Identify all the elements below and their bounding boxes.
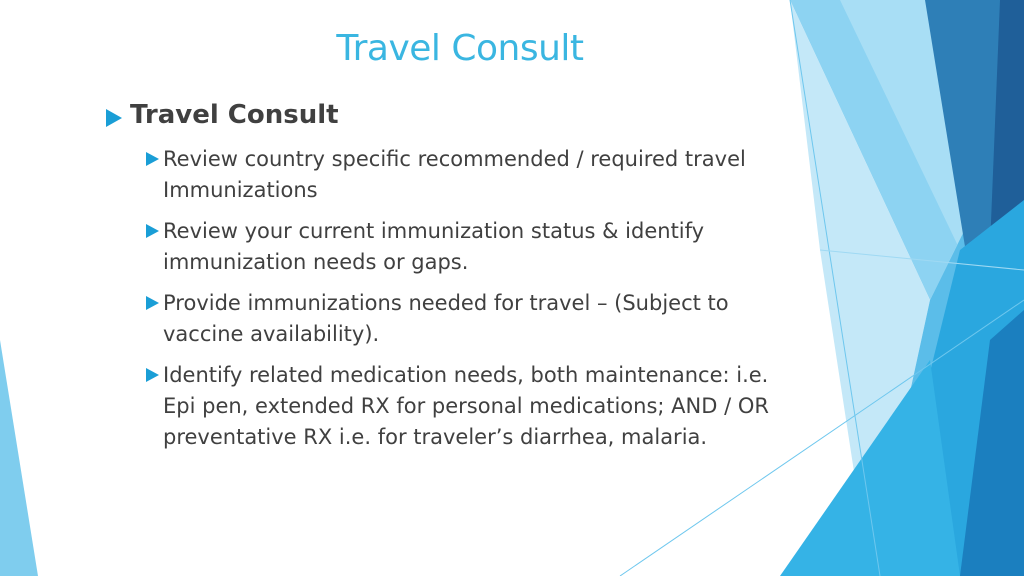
left-facet (0, 340, 38, 576)
triangle-bullet-icon (106, 109, 122, 127)
list-item (104, 216, 794, 278)
triangle-bullet-icon (146, 224, 159, 238)
list-item-text: Review country specific recommended / required travel Immunizations (163, 147, 746, 202)
sub-bullet-list (104, 144, 794, 453)
list-item (104, 360, 794, 453)
bullet-heading (104, 100, 794, 130)
triangle-bullet-icon (146, 368, 159, 382)
list-item (104, 144, 794, 206)
triangle-bullet-icon (146, 296, 159, 310)
list-item (104, 288, 794, 350)
list-item-text: Identify related medication needs, both maintenance: i.e. Epi pen, extended RX for personal medications; AND / OR preventative RX i.e. for traveler’s diarrhea, malaria. (163, 363, 769, 449)
bullet-heading-text: Travel Consult (130, 100, 339, 130)
list-item-text: Provide immunizations needed for travel – (Subject to vaccine availability). (163, 291, 729, 346)
list-item-text: Review your current immunization status & identify immunization needs or gaps. (163, 219, 705, 274)
slide-title: Travel Consult (336, 28, 584, 69)
slide-content (104, 100, 794, 463)
triangle-bullet-icon (146, 152, 159, 166)
